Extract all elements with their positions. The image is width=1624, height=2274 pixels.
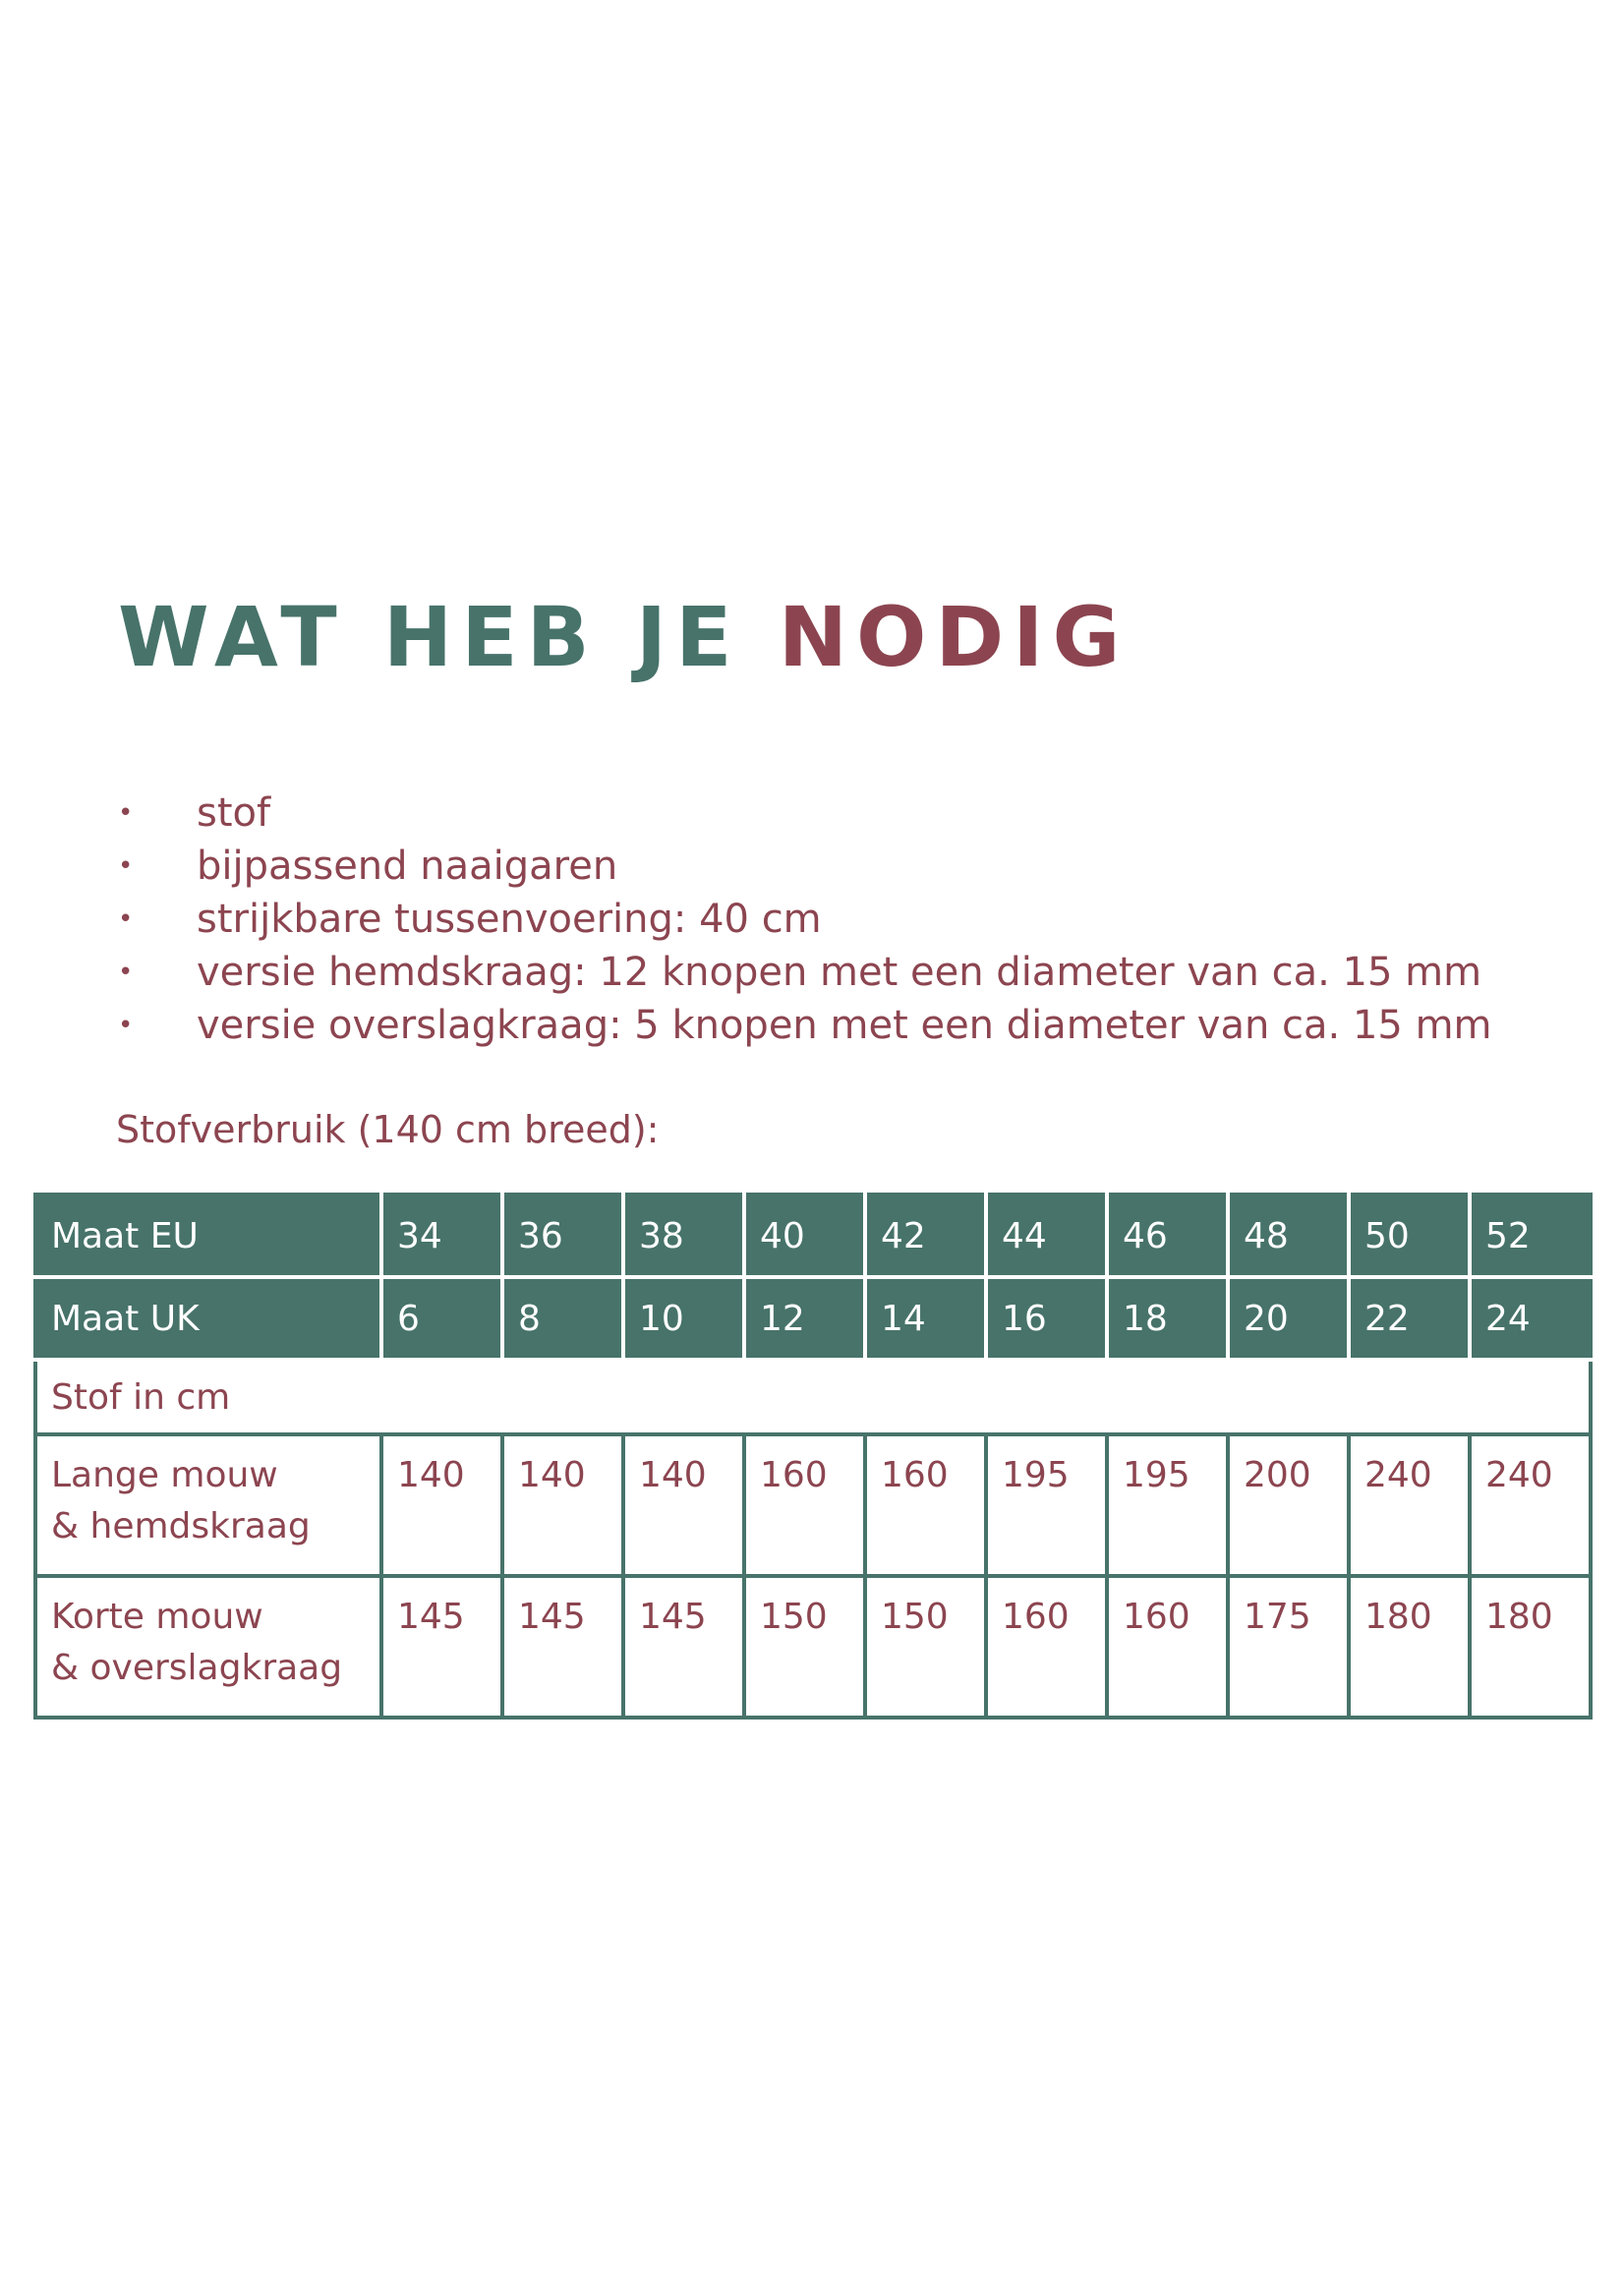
table-cell: 160 — [865, 1434, 986, 1576]
table-row-size-eu — [35, 1195, 1591, 1277]
table-cell: 6 — [381, 1277, 502, 1360]
table-cell: 145 — [623, 1576, 744, 1718]
list-item-text: versie hemdskraag: 12 knopen met een diameter van ca. 15 mm — [197, 950, 1482, 995]
list-item — [108, 840, 1492, 893]
table-cell: 195 — [986, 1434, 1107, 1576]
table-cell: 180 — [1349, 1576, 1470, 1718]
table-cell: 34 — [381, 1195, 502, 1277]
table-cell: 140 — [623, 1434, 744, 1576]
materials-list — [108, 787, 1492, 1052]
table-cell: 140 — [502, 1434, 623, 1576]
table-cell: 145 — [502, 1576, 623, 1718]
bullet-icon: • — [118, 851, 134, 881]
table-cell: 18 — [1107, 1277, 1228, 1360]
page-title — [118, 588, 1129, 686]
table-cell: 48 — [1228, 1195, 1349, 1277]
list-item-text: versie overslagkraag: 5 knopen met een diameter van ca. 15 mm — [197, 1003, 1492, 1048]
table-cell: 140 — [381, 1434, 502, 1576]
table-cell: 10 — [623, 1277, 744, 1360]
table-cell: 145 — [381, 1576, 502, 1718]
row-label-size-uk: Maat UK — [35, 1277, 381, 1360]
list-item-text: bijpassend naaigaren — [197, 844, 618, 889]
row-label-line: & overslagkraag — [51, 1648, 343, 1688]
table-row-short-sleeve — [35, 1576, 1591, 1718]
table-cell: 46 — [1107, 1195, 1228, 1277]
table-cell: 40 — [744, 1195, 865, 1277]
table-cell: 24 — [1470, 1277, 1591, 1360]
table-cell: 160 — [744, 1434, 865, 1576]
table-cell: 150 — [865, 1576, 986, 1718]
table-cell: 50 — [1349, 1195, 1470, 1277]
bullet-icon: • — [118, 958, 134, 987]
table-cell: 180 — [1470, 1576, 1591, 1718]
list-item-text: stof — [197, 790, 271, 836]
row-label-line: Lange mouw — [51, 1455, 278, 1495]
table-row-long-sleeve — [35, 1434, 1591, 1576]
table-cell: 52 — [1470, 1195, 1591, 1277]
table-cell: 42 — [865, 1195, 986, 1277]
row-label-long-sleeve — [35, 1434, 381, 1576]
table-cell: 14 — [865, 1277, 986, 1360]
table-cell: 8 — [502, 1277, 623, 1360]
section-label-fabric-cm: Stof in cm — [35, 1360, 1591, 1434]
table-cell: 12 — [744, 1277, 865, 1360]
title-part-red: NODIG — [778, 589, 1130, 685]
row-label-line: & hemdskraag — [51, 1506, 311, 1546]
bullet-icon: • — [118, 904, 134, 934]
bullet-icon: • — [118, 798, 134, 828]
table-cell: 240 — [1349, 1434, 1470, 1576]
table-cell: 195 — [1107, 1434, 1228, 1576]
row-label-short-sleeve — [35, 1576, 381, 1718]
table-row-section — [35, 1360, 1591, 1434]
table-cell: 175 — [1228, 1576, 1349, 1718]
fabric-usage-table — [33, 1193, 1593, 1720]
table-cell: 44 — [986, 1195, 1107, 1277]
list-item — [108, 787, 1492, 840]
fabric-usage-heading: Stofverbruik (140 cm breed): — [116, 1108, 660, 1151]
table-cell: 240 — [1470, 1434, 1591, 1576]
table-cell: 160 — [1107, 1576, 1228, 1718]
title-part-green: WAT HEB JE — [118, 589, 741, 685]
table-cell: 16 — [986, 1277, 1107, 1360]
table-cell: 22 — [1349, 1277, 1470, 1360]
list-item — [108, 946, 1492, 999]
table-cell: 20 — [1228, 1277, 1349, 1360]
table-cell: 38 — [623, 1195, 744, 1277]
bullet-icon: • — [118, 1011, 134, 1040]
table-cell: 200 — [1228, 1434, 1349, 1576]
list-item — [108, 893, 1492, 946]
list-item — [108, 999, 1492, 1052]
table-cell: 150 — [744, 1576, 865, 1718]
row-label-line: Korte mouw — [51, 1597, 263, 1637]
table-row-size-uk — [35, 1277, 1591, 1360]
list-item-text: strijkbare tussenvoering: 40 cm — [197, 897, 822, 942]
table-cell: 160 — [986, 1576, 1107, 1718]
table-cell: 36 — [502, 1195, 623, 1277]
row-label-size-eu: Maat EU — [35, 1195, 381, 1277]
